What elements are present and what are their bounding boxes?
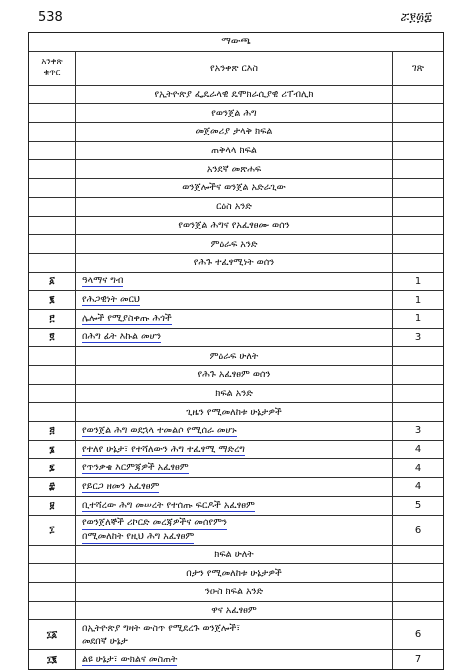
table-row <box>29 179 443 198</box>
article-title <box>76 564 392 582</box>
table-row <box>29 142 443 161</box>
article-number <box>29 347 76 365</box>
article-number <box>29 564 76 582</box>
table-row <box>29 650 443 669</box>
article-title-text: የወንጀል ሕግና የአፈፃፀሙ ወሰን <box>178 219 290 231</box>
article-number <box>29 86 76 104</box>
article-title <box>76 273 392 291</box>
article-title-text: ምዕራፍ ሁለት <box>209 350 259 362</box>
page-ref <box>392 104 443 122</box>
page-ref <box>392 160 443 178</box>
article-title-text: ጠቅላላ ክፍል <box>211 145 257 157</box>
table-row <box>29 235 443 254</box>
article-number <box>29 602 76 620</box>
article-number <box>29 104 76 122</box>
article-title-text: የሕጉ አፈፃፀም ወሰን <box>197 369 271 381</box>
article-title <box>76 650 392 669</box>
article-title <box>76 179 392 197</box>
article-title <box>76 104 392 122</box>
table-row <box>29 310 443 329</box>
page-ref: 4 <box>392 478 443 496</box>
header-page: ገጽ <box>392 52 443 85</box>
article-number <box>29 235 76 253</box>
page-ref: 1 <box>392 291 443 309</box>
page-ref: 6 <box>392 516 443 545</box>
article-title-text: ዋና አፈፃፀም <box>211 604 257 616</box>
article-title-text: የወንጀለኞች ሪኮርድ መረጃዎችና መሰየምን <box>82 517 227 528</box>
article-title <box>76 310 392 328</box>
page-ref: 3 <box>392 422 443 440</box>
article-title-text: ርዕስ አንድ <box>216 201 252 213</box>
table-row <box>29 160 443 179</box>
page-ref <box>392 366 443 384</box>
header-article-title: የአንቀጽ ርእስ <box>210 62 258 74</box>
page-ref: 1 <box>392 273 443 291</box>
table-row <box>29 366 443 385</box>
page-ref: 4 <box>392 459 443 477</box>
table-row <box>29 516 443 546</box>
article-title <box>76 516 392 545</box>
article-title-text: ንዑስ ክፍል አንድ <box>204 586 264 598</box>
page-ref <box>392 198 443 216</box>
article-number <box>29 123 76 141</box>
page-ref <box>392 235 443 253</box>
article-title-text: ምዕራፍ አንድ <box>210 238 258 250</box>
page-ref <box>392 86 443 104</box>
article-title <box>76 422 392 440</box>
table-row <box>29 602 443 621</box>
article-title <box>76 198 392 216</box>
article-title <box>76 123 392 141</box>
article-number: ፫ <box>29 310 76 328</box>
table-row <box>29 441 443 460</box>
page-ref <box>392 403 443 421</box>
article-title <box>76 254 392 272</box>
article-title-text: በታን የሚመለከቱ ሁኔታዎች <box>186 567 282 579</box>
article-number: ፮ <box>29 441 76 459</box>
table-row <box>29 198 443 217</box>
article-title <box>76 142 392 160</box>
article-number: ፯ <box>29 459 76 477</box>
page-ref <box>392 564 443 582</box>
article-number <box>29 142 76 160</box>
page-ref: 1 <box>392 310 443 328</box>
article-title-text: ቢተሻረው ሕግ መሠረት የተሰጡ ፍርዶች አፈፃፀም <box>82 499 255 511</box>
article-title <box>76 235 392 253</box>
article-title <box>76 441 392 459</box>
header-article-number <box>29 52 76 85</box>
article-number <box>29 366 76 384</box>
table-row <box>29 403 443 422</box>
article-title-text: የወንጀል ሕግ ወደኋላ ተመልሶ የሚሰራ መሆኑ <box>82 424 237 436</box>
article-title-text: በኢትዮጵያ ግዛት ውስጥ የሚደረጉ ወንጀሎች፣ <box>82 622 241 634</box>
table-row <box>29 385 443 404</box>
article-number: ፬ <box>29 329 76 347</box>
article-title-text: ጊዜን የሚመለከቱ ሁኔታዎች <box>186 406 282 418</box>
page-ref <box>392 385 443 403</box>
page-ref <box>392 347 443 365</box>
article-title-text: የሕጋዊነት መርህ <box>82 294 140 306</box>
article-title-text-line2: መደበኛ ሁኔታ <box>82 635 128 647</box>
table-row <box>29 497 443 516</box>
article-number: ፲፩ <box>29 620 76 649</box>
table-row <box>29 329 443 348</box>
article-title-text: ልዩ ሁኔታ፣ ውክልና መስጠት <box>82 653 178 665</box>
article-title-text: የኢትዮጵያ ፌዴራላዊ ዴሞክራሲያዊ ሪፐብሊክ <box>154 89 314 101</box>
article-title <box>76 385 392 403</box>
table-row <box>29 583 443 602</box>
article-title-text: አንደኛ መጽሐፍ <box>206 163 262 175</box>
table-row <box>29 104 443 123</box>
table-row <box>29 273 443 292</box>
page-mark: ሯ፻፴፰ <box>400 10 432 24</box>
article-number: ፪ <box>29 291 76 309</box>
article-title <box>76 329 392 347</box>
table-row <box>29 422 443 441</box>
article-title-text: ዓላማና ግብ <box>82 275 124 287</box>
article-number <box>29 385 76 403</box>
article-number <box>29 403 76 421</box>
table-row <box>29 86 443 105</box>
page-ref <box>392 179 443 197</box>
article-number <box>29 179 76 197</box>
article-title <box>76 86 392 104</box>
article-title <box>76 478 392 496</box>
article-number: ፲ <box>29 516 76 545</box>
table-row <box>29 291 443 310</box>
article-title <box>76 620 392 649</box>
article-title-text: ክፍል ሁለት <box>214 548 254 560</box>
article-number: ፲፪ <box>29 650 76 669</box>
article-number <box>29 160 76 178</box>
table-header-row <box>29 52 443 86</box>
article-title <box>76 602 392 620</box>
article-number: ፰ <box>29 478 76 496</box>
article-title-text: የተለየ ሁኔታ፣ የተሻለውን ሕግ ተፈፃሚ ማድረግ <box>82 443 245 455</box>
page-ref <box>392 546 443 564</box>
page-ref: 3 <box>392 329 443 347</box>
page-ref: 5 <box>392 497 443 515</box>
table-row <box>29 546 443 565</box>
article-number: ፩ <box>29 273 76 291</box>
article-title-text: የሕጉ ተፈፃሚነት ወሰን <box>193 257 275 269</box>
article-title <box>76 497 392 515</box>
table-row <box>29 620 443 650</box>
contents-table <box>28 32 444 670</box>
table-row <box>29 478 443 497</box>
article-title-text: በሕግ ፊት እኩል መሆን <box>82 331 162 343</box>
article-title-text: መጀመሪያ ታላቅ ክፍል <box>195 126 273 138</box>
page-ref <box>392 217 443 235</box>
page-ref: 4 <box>392 441 443 459</box>
article-number <box>29 254 76 272</box>
article-number <box>29 198 76 216</box>
article-title <box>76 403 392 421</box>
table-row <box>29 347 443 366</box>
table-body <box>29 86 443 669</box>
table-caption-row <box>29 33 443 52</box>
table-row <box>29 254 443 273</box>
article-number <box>29 546 76 564</box>
table-row <box>29 217 443 236</box>
page-ref: 7 <box>392 650 443 669</box>
article-number <box>29 583 76 601</box>
article-title-text-line2: በሚመለከት የዚህ ሕግ አፈፃፀም <box>82 531 195 542</box>
article-title-text: ሌሎች የሚያስቀጡ ሕጎች <box>82 312 172 324</box>
article-title-text: የይርጋ ዘመን አፈፃፀም <box>82 480 160 492</box>
header-article-number-line1: አንቀጽ <box>41 57 63 68</box>
page-ref <box>392 602 443 620</box>
article-title-text: ወንጀሎችና ወንጀል አድራጊው <box>182 182 286 194</box>
article-title-text: የወንጀል ሕግ <box>211 107 257 119</box>
article-title <box>76 546 392 564</box>
page-ref <box>392 142 443 160</box>
article-title <box>76 291 392 309</box>
page-ref <box>392 583 443 601</box>
table-row <box>29 459 443 478</box>
article-title <box>76 217 392 235</box>
page-ref: 6 <box>392 620 443 649</box>
table-row <box>29 123 443 142</box>
table-caption: ማውጫ <box>221 36 251 48</box>
table-row <box>29 564 443 583</box>
page-ref <box>392 123 443 141</box>
article-number: ፱ <box>29 497 76 515</box>
page-number: 538 <box>38 10 63 25</box>
article-title <box>76 160 392 178</box>
header-article-number-line2: ቁጥር <box>43 68 61 79</box>
article-title-text: ክፍል አንድ <box>215 388 253 400</box>
article-title <box>76 583 392 601</box>
article-number <box>29 217 76 235</box>
article-title <box>76 366 392 384</box>
article-title <box>76 459 392 477</box>
page-ref <box>392 254 443 272</box>
article-number: ፭ <box>29 422 76 440</box>
article-title-text: የጥንቃቄ እርምጃዎች አፈፃፀም <box>82 462 189 474</box>
article-title <box>76 347 392 365</box>
